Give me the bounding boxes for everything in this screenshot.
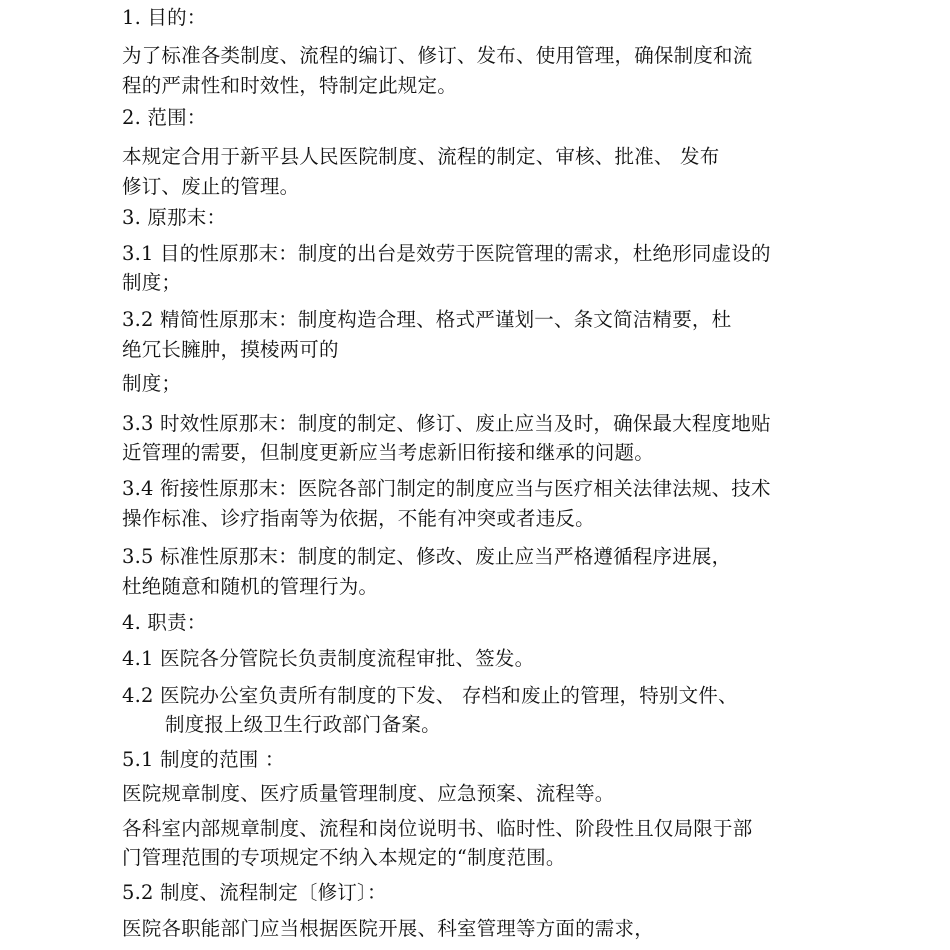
principle-3-5-line-2: 杜绝随意和随机的管理行为。	[122, 575, 379, 598]
paragraph-5-2-line-1: 医院各职能部门应当根据医院开展、科室管理等方面的需求，	[122, 917, 654, 940]
principle-3-4-line-2: 操作标准、诊疗指南等为依据，不能有冲突或者违反。	[122, 507, 595, 530]
heading-principles: 3. 原那末：	[122, 206, 227, 229]
paragraph-5-1-line-1: 医院规章制度、医疗质量管理制度、应急预案、流程等。	[122, 782, 615, 805]
principle-3-2-line-2: 绝冗长臃肿，摸棱两可的	[122, 338, 339, 361]
principle-3-4-line-1: 3.4 衔接性原那末：医院各部门制定的制度应当与医疗相关法律法规、技术	[122, 477, 771, 500]
paragraph-scope-line-2: 修订、废止的管理。	[122, 175, 300, 198]
principle-3-2-line-3: 制度；	[122, 372, 182, 395]
duty-4-2-line-2: 制度报上级卫生行政部门备案。	[165, 713, 441, 736]
principle-3-3-line-1: 3.3 时效性原那末：制度的制定、修订、废止应当及时，确保最大程度地贴	[122, 412, 771, 435]
paragraph-5-1-line-2: 各科室内部规章制度、流程和岗位说明书、临时性、阶段性且仅局限于部	[122, 817, 753, 840]
paragraph-scope-line-1: 本规定合用于新平县人民医院制度、流程的制定、审核、批准、 发布	[122, 145, 720, 168]
paragraph-5-1-line-3: 门管理范围的专项规定不纳入本规定的“制度范围。	[122, 846, 566, 869]
paragraph-purpose-line-2: 程的严肃性和时效性，特制定此规定。	[122, 74, 457, 97]
principle-3-2-line-1: 3.2 精简性原那末：制度构造合理、格式严谨划一、条文简洁精要，杜	[122, 308, 732, 331]
paragraph-purpose-line-1: 为了标准各类制度、流程的编订、修订、发布、使用管理，确保制度和流	[122, 44, 753, 67]
heading-5-1: 5.1 制度的范围 ：	[122, 748, 285, 771]
duty-4-2-line-1: 4.2 医院办公室负责所有制度的下发、 存档和废止的管理，特别文件、	[122, 684, 738, 707]
heading-5-2: 5.2 制度、流程制定〔修订〕：	[122, 881, 387, 904]
principle-3-1-line-2: 制度；	[122, 271, 182, 294]
heading-purpose: 1. 目的：	[122, 6, 207, 29]
duty-4-1: 4.1 医院各分管院长负责制度流程审批、签发。	[122, 647, 535, 670]
principle-3-5-line-1: 3.5 标准性原那末：制度的制定、修改、废止应当严格遵循程序进展，	[122, 545, 732, 568]
principle-3-1-line-1: 3.1 目的性原那末：制度的出台是效劳于医院管理的需求，杜绝形同虚设的	[122, 242, 771, 265]
heading-scope: 2. 范围：	[122, 106, 207, 129]
principle-3-3-line-2: 近管理的需要，但制度更新应当考虑新旧衔接和继承的问题。	[122, 441, 654, 464]
heading-duties: 4. 职责：	[122, 611, 207, 634]
